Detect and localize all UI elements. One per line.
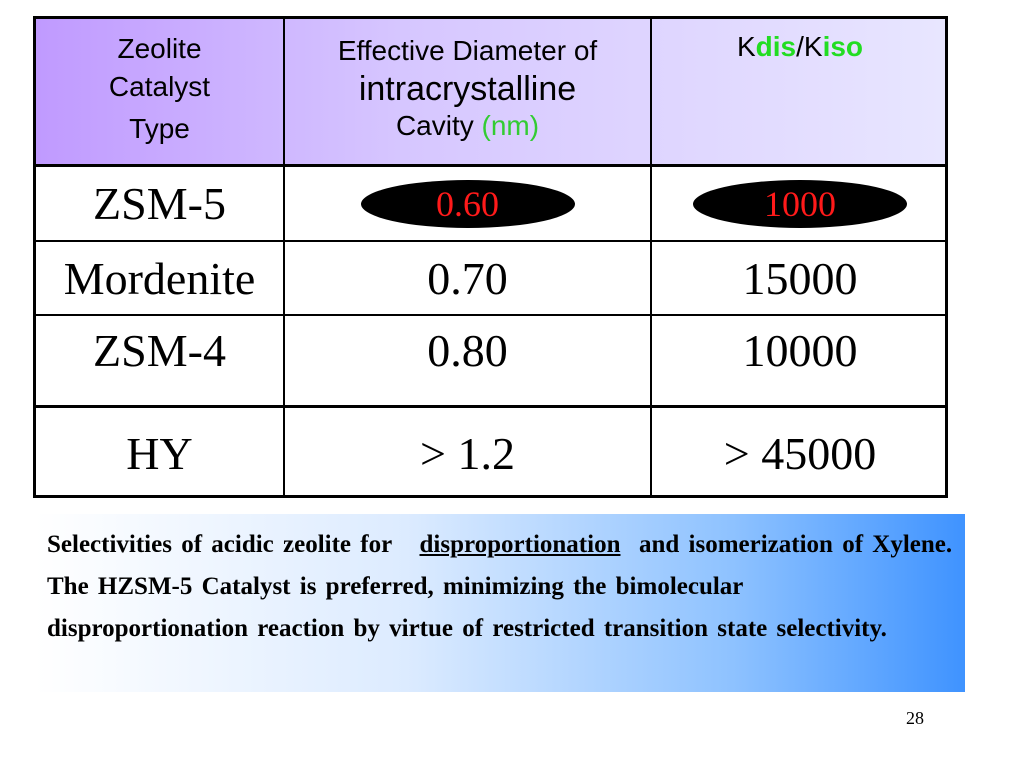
table-row-zsm4-diameter: 0.80 [427, 325, 508, 376]
table-row-mordenite-catalyst: Mordenite [63, 252, 256, 304]
header-effective-diameter [285, 19, 650, 164]
table-row-zsm4-catalyst: ZSM-4 [93, 325, 226, 376]
table-row-hy-diameter: > 1.2 [420, 427, 515, 479]
caption-underlined-term: disproportionation [419, 531, 621, 558]
header-diameter-line-1: Effective Diameter of [337, 35, 598, 66]
header-unit-label: (nm) [481, 110, 540, 141]
header-k-subscript-iso: iso [822, 31, 864, 62]
highlight-oval: 0.60 [361, 180, 575, 228]
table-row-hy-catalyst: HY [126, 427, 193, 479]
header-k-slash: /K [796, 31, 823, 62]
page-number: 28 [906, 708, 924, 728]
zeolite-table [33, 16, 948, 498]
header-cavity-label: Cavity [395, 110, 474, 141]
header-diameter-line-3 [396, 109, 539, 143]
table-row-zsm5-diameter [285, 167, 650, 240]
table-row-zsm5-catalyst: ZSM-5 [93, 178, 226, 229]
header-catalyst-type [36, 19, 283, 164]
caption-text-end: and isomerization of Xylene. The HZSM-5 Catalyst is preferred, minimizing the bimolecular disproportionation reaction by virtue of restricted transition state selectivity. [47, 531, 953, 642]
header-catalyst-line-2: Catalyst [108, 71, 211, 102]
header-k-ratio [652, 19, 948, 164]
table-row-zsm4-ratio: 10000 [742, 325, 858, 376]
table-row-mordenite-ratio: 15000 [742, 252, 858, 304]
table-row-mordenite-diameter: 0.70 [427, 252, 508, 304]
caption-text-start: Selectivities of acidic zeolite for [47, 531, 392, 558]
caption-box [35, 514, 965, 692]
header-diameter-line-2: intracrystalline [358, 70, 577, 108]
header-k-symbol: K [736, 31, 756, 62]
table-row-hy-ratio: > 45000 [723, 427, 877, 479]
highlight-oval: 1000 [693, 180, 907, 228]
header-catalyst-line-3: Type [129, 113, 190, 144]
header-catalyst-line-1: Zeolite [117, 33, 202, 64]
header-k-subscript-dis: dis [755, 31, 797, 62]
table-row-zsm5-ratio [652, 167, 948, 240]
